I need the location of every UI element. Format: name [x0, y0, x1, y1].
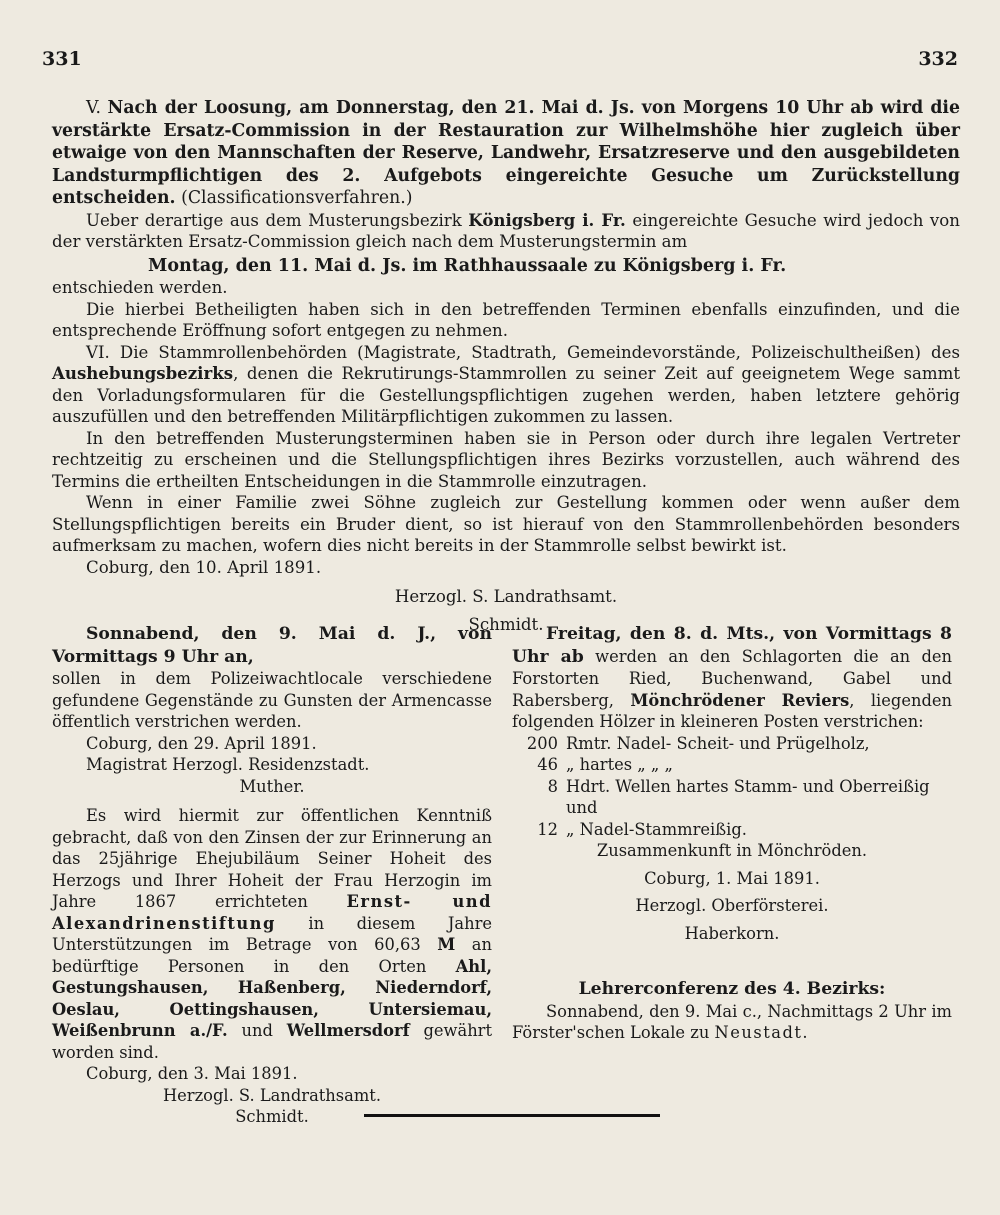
auction-signature: Muther. — [239, 776, 305, 796]
conference-place: Neustadt — [714, 1023, 803, 1042]
wood-item-desc: „ hartes „ „ „ — [566, 755, 673, 774]
conference-text: Sonnabend, den 9. Mai c., Nachmittags 2 Uhr im Förster'schen Lokale zu Neustadt. — [512, 1001, 952, 1042]
auction-authority: Magistrat Herzogl. Residenzstadt. — [86, 755, 370, 774]
foundation-name: Ernst- und Alexandrinenstiftung — [52, 892, 493, 933]
notice-date: Coburg, den 10. April 1891. — [86, 557, 322, 577]
meeting-place: Zusammenkunft in Mönchröden. — [596, 841, 868, 860]
section-v-bold-text: Nach der Loosung, am Donnerstag, den 21. Mai d. Js. von Morgens 10 Uhr ab wird die verstärkte Ersatz-Commission in der Restauration zur Wilhelmshöhe hier zugleich über etwaige von den Mannschaften der Reserve, Landwehr, Ersatzreserve und den ausgebildeten Landsturmpflichtigen des 2. Aufgebots eingereichte Gesuche um Zurückstellung entscheiden. — [52, 98, 960, 208]
foundation-signature: Schmidt. — [235, 1107, 309, 1126]
section-v-paragraph-2: Die hierbei Betheiligten haben sich in den betreffenden Terminen ebenfalls einzufinden, und die entsprechende Eröffnung sofort entgegen zu nehmen. — [52, 299, 960, 340]
auction-heading: Sonnabend, den 9. Mai d. J., von Vormittags 9 Uhr an, — [52, 624, 492, 667]
wood-item-qty: 200 — [526, 733, 558, 753]
wood-auction-notice — [512, 623, 952, 944]
section-v-note: (Classificationsverfahren.) — [175, 188, 413, 208]
wood-item-desc: Rmtr. Nadel- Scheit- und Prügelholz, — [566, 733, 870, 753]
auction-text: sollen in dem Polizeiwachtlocale verschiedene gefundene Gegenstände zu Gunsten der Armencasse öffentlich verstrichen werden. — [52, 669, 492, 731]
district-name: Königsberg i. Fr. — [468, 209, 626, 230]
section-vi-paragraph-3: Wenn in einer Familie zwei Söhne zugleich zur Gestellung kommen oder wenn außer dem Stellungspflichtigen bereits ein Bruder dient, so ist hierauf von den Stammrollenbehörden besonders aufmerksam zu machen, wofern dies nicht bereits in der Stammrolle selbst bewirkt ist. — [52, 493, 960, 555]
wood-auction-text: Freitag, den 8. d. Mts., von Vormittags 8 Uhr ab werden an den Schlagorten die an den Forstorten Ried, Buchenwand, Gabel und Rabersberg, Mönchrödener Reviers, liegenden folgenden Hölzer in kleineren Posten verstrichen: — [512, 624, 952, 731]
conference-heading: Lehrerconferenz des 4. Bezirks: — [578, 979, 886, 999]
auction-date: Coburg, den 29. April 1891. — [86, 733, 317, 753]
wood-auction-authority: Herzogl. Oberförsterei. — [635, 896, 829, 915]
closing-rule — [364, 1114, 660, 1117]
section-v-paragraph-end: entschieden werden. — [52, 278, 228, 297]
wood-auction-signature: Haberkorn. — [684, 923, 780, 943]
foundation-authority: Herzogl. S. Landrathsamt. — [162, 1085, 382, 1105]
currency-symbol: M — [437, 935, 456, 954]
auction-notice — [52, 623, 492, 797]
section-vi-paragraph-2: In den betreffenden Musterungsterminen haben sie in Person oder durch ihre legalen Vertreter rechtzeitig zu erscheinen und die Stellungspflichtigen ihres Bezirks vorzustellen, auch während des Termins die ertheilten Entscheidungen in die Stammrolle einzutragen. — [52, 428, 960, 491]
place-last: Wellmersdorf — [286, 1021, 410, 1040]
wood-item-qty: 46 — [537, 755, 558, 774]
foundation-notice — [52, 805, 492, 1128]
section-roman: V. — [86, 98, 101, 118]
section-v-paragraph: Ueber derartige aus dem Musterungsbezirk Königsberg i. Fr. eingereichte Gesuche wird jedoch von der verstärkten Ersatz-Commission gleich nach dem Musterungstermin am — [52, 209, 960, 251]
place-list: Ahl, Gestungshausen, Haßenberg, Niederndorf, Oeslau, Oettingshausen, Untersiemau, Weißenbrunn a./F. — [52, 956, 492, 1040]
forest-district: Mönchrödener Reviers — [630, 690, 850, 710]
section-v-heading — [52, 97, 960, 210]
district-label: Aushebungsbezirks — [52, 363, 234, 383]
wood-auction-heading: Freitag, den 8. d. Mts., von Vormittags 8 Uhr ab — [512, 624, 952, 667]
wood-item-desc: Hdrt. Wellen hartes Stamm- und Oberreißig und — [566, 776, 930, 817]
wood-item-desc: „ Nadel-Stammreißig. — [566, 819, 747, 839]
page-number-left: 331 — [42, 48, 82, 70]
session-date-line: Montag, den 11. Mai d. Js. im Rathhaussaale zu Königsberg i. Fr. — [148, 255, 787, 276]
recruitment-notice — [52, 97, 960, 635]
wood-item-qty: 12 — [537, 819, 558, 839]
right-column — [512, 623, 952, 1044]
section-vi-paragraph: VI. Die Stammrollenbehörden (Magistrate, Stadtrath, Gemeindevorstände, Polizeischultheißen) des Aushebungsbezirks, denen die Rekrutirungs-Stammrollen zu seiner Zeit auf geeignetem Wege sammt den Vorladungsformularen für die Gestellungspflichtigen zugehen werden, haben letztere gehörig auszufüllen und den betreffenden Militärpflichtigen zukommen zu lassen. — [52, 342, 960, 426]
wood-auction-date: Coburg, 1. Mai 1891. — [644, 868, 820, 888]
foundation-text: Es wird hiermit zur öffentlichen Kenntniß gebracht, daß von den Zinsen der zur Erinnerung an das 25jährige Ehejubiläum Seiner Hoheit des Herzogs und Ihrer Hoheit der Frau Herzogin im Jahre 1867 errichteten Ernst- und Alexandrinenstiftung in diesem Jahre Unterstützungen im Betrage von 60,63 M an bedürftige Personen in den Orten Ahl, Gestungshausen, Haßenberg, Niederndorf, Oeslau, Oettingshausen, Untersiemau, Weißenbrunn a./F. und Wellmersdorf gewährt worden sind. — [52, 806, 493, 1062]
page-number-right: 332 — [918, 48, 958, 70]
wood-item-qty: 8 — [547, 776, 558, 796]
foundation-date: Coburg, den 3. Mai 1891. — [86, 1064, 298, 1083]
wood-item-list — [512, 733, 952, 841]
teacher-conference-notice — [512, 978, 952, 1044]
signature: Schmidt. — [468, 614, 544, 634]
issuing-authority: Herzogl. S. Landrathsamt. — [394, 587, 618, 606]
left-column — [52, 623, 492, 1128]
